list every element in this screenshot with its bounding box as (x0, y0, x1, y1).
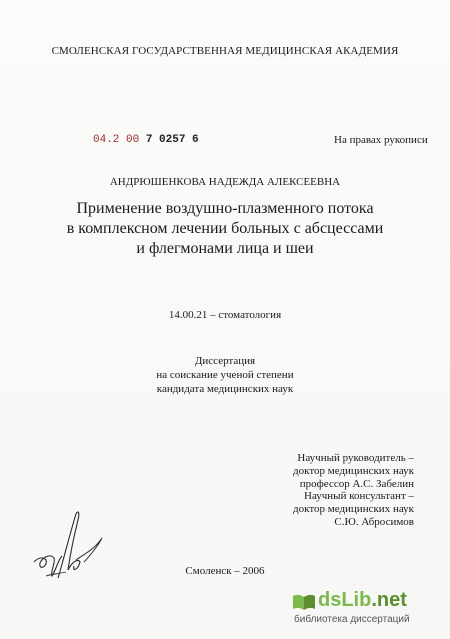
institution-name: СМОЛЕНСКАЯ ГОСУДАРСТВЕННАЯ МЕДИЦИНСКАЯ АКАДЕМИЯ (51, 45, 399, 57)
degree-statement (0, 354, 450, 396)
watermark-subtitle: библиотека диссертаций (294, 614, 410, 625)
city-and-year: Смоленск – 2006 (185, 565, 265, 577)
scientific-consultant (293, 490, 414, 529)
degree-line: Диссертация (194, 355, 256, 367)
stamp-part-1: 04.2 00 (93, 134, 140, 146)
supervisor-line: доктор медицинских наук (293, 465, 414, 477)
library-stamp-number (93, 134, 199, 146)
stamp-part-2: 7 0257 6 (145, 134, 199, 146)
dslib-watermark (292, 589, 442, 629)
title-line: Применение воздушно-плазменного потока (76, 200, 374, 217)
title-line: и флегмонами лица и шеи (136, 240, 314, 257)
book-icon (292, 593, 316, 611)
degree-line: на соискание ученой степени (156, 369, 294, 381)
manuscript-rights-note: На правах рукописи (334, 134, 428, 146)
consultant-line: С.Ю. Абросимов (334, 516, 414, 528)
title-line: в комплексном лечении больных с абсцессами (66, 220, 384, 237)
dissertation-title (0, 199, 450, 259)
consultant-line: доктор медицинских наук (293, 503, 414, 515)
author-name: АНДРЮШЕНКОВА НАДЕЖДА АЛЕКСЕЕВНА (109, 176, 341, 188)
degree-line: кандидата медицинских наук (156, 383, 294, 395)
watermark-brand (318, 589, 407, 612)
scientific-supervisor (293, 452, 414, 491)
specialty-code: 14.00.21 – стоматология (168, 309, 282, 321)
supervisor-line: Научный руководитель – (297, 452, 414, 464)
supervisor-line: профессор А.С. Забелин (299, 478, 414, 490)
watermark-brand-main: dsLib (318, 589, 372, 611)
watermark-brand-tld: .net (371, 589, 407, 611)
consultant-line: Научный консультант – (304, 490, 414, 502)
